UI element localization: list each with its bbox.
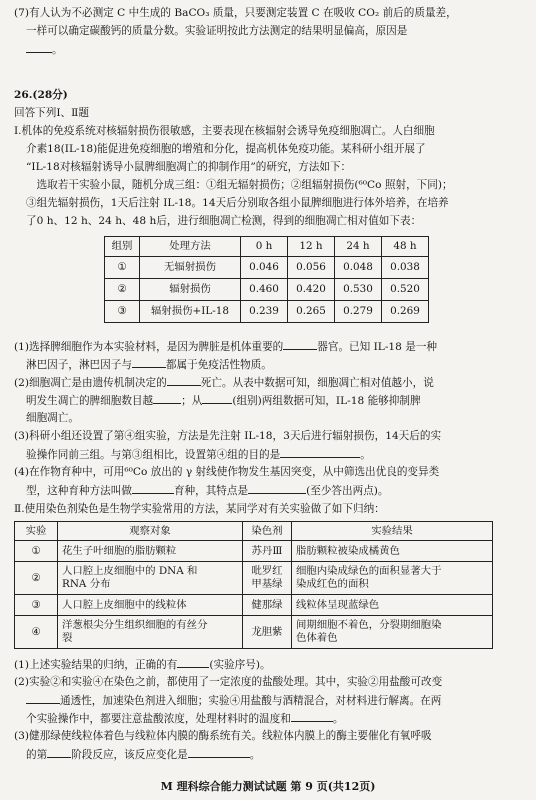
table-row	[15, 541, 493, 562]
part1-q4-line1: (4)在作物育种中，可用⁶⁰Co 放出的 γ 射线使作物发生基因突变，从中筛选出优良的变异类	[14, 466, 440, 478]
q25-7-line2: 一样可以确定碳酸钙的质量分数。实验证明按此方法测定的结果明显偏高，原因是	[26, 25, 408, 37]
table-cell: 线粒体呈现蓝绿色	[292, 595, 493, 616]
table-row	[105, 301, 429, 323]
answer-blank[interactable]	[26, 43, 52, 53]
part1-para-line: 了0 h、12 h、24 h、48 h后，进行细胞凋亡检测，得到的细胞凋亡相对值如下表：	[26, 215, 422, 227]
table-cell: 细胞内染成绿色的面积显著大于 染成红色的面积	[292, 562, 493, 595]
answer-blank[interactable]	[291, 712, 333, 722]
table-cell: ②	[15, 562, 58, 595]
part1-q3-line2: 验操作同前三组。与第③组相比，设置第④组的目的是 。	[26, 449, 371, 461]
table-header-row	[15, 522, 493, 541]
table-cell: 0.279	[335, 301, 382, 323]
part1-q4-line2: 型，这种育种方法叫做 育种，其特点是 (至少答出两点)。	[26, 485, 389, 497]
answer-blank[interactable]	[188, 748, 250, 758]
part1-q1-line1: (1)选择脾细胞作为本实验材料，是因为脾脏是机体重要的 器官。已知 IL-18 是一种	[14, 341, 438, 353]
answer-blank[interactable]	[132, 358, 166, 368]
part1-para-line: Ⅰ.机体的免疫系统对核辐射损伤很敏感，主要表现在核辐射会诱导免疫细胞凋亡。人白细胞	[14, 125, 435, 137]
table-cell: 无辐射损伤	[140, 257, 241, 279]
answer-blank[interactable]	[153, 394, 181, 404]
answer-blank[interactable]	[47, 748, 71, 758]
table-row	[105, 257, 429, 279]
part2-q1: (1)上述实验结果的归纳，正确的有 (实验序号)。	[14, 659, 271, 671]
table-cell: ①	[15, 541, 58, 562]
answer-blank[interactable]	[167, 376, 201, 386]
table-row	[15, 562, 493, 595]
table-header-cell: 24 h	[335, 237, 382, 257]
part1-para-line: “IL-18对核辐射诱导小鼠脾细胞凋亡的抑制作用”的研究，方法如下：	[26, 161, 352, 173]
table-cell: 辐射损伤	[140, 279, 241, 301]
table-header-cell: 12 h	[288, 237, 335, 257]
table-cell: 苏丹Ⅲ	[243, 541, 292, 562]
table-cell: 健那绿	[243, 595, 292, 616]
table-cell: 0.269	[382, 301, 429, 323]
apoptosis-table	[104, 236, 429, 323]
table-cell: 0.046	[241, 257, 288, 279]
q25-7-line3: 。	[26, 43, 63, 57]
table-header-cell: 0 h	[241, 237, 288, 257]
table-cell: 龙胆紫	[243, 616, 292, 649]
answer-blank[interactable]	[248, 484, 306, 494]
part2-q3-line1: (3)健那绿使线粒体着色与线粒体内膜的酶系统有关。线粒体内膜上的酶主要催化有氧呼吸	[14, 730, 432, 742]
q26-header: 26.(28分)	[14, 89, 68, 101]
part2-q3-line2: 的第 阶段反应，该反应变化是 。	[26, 749, 261, 761]
table-cell: 0.420	[288, 279, 335, 301]
table-cell: 0.460	[241, 279, 288, 301]
table-header-cell: 实验	[15, 522, 58, 541]
table-cell: 0.056	[288, 257, 335, 279]
table-cell: 花生子叶细胞的脂肪颗粒	[58, 541, 243, 562]
table-cell: ④	[15, 616, 58, 649]
part1-q2-line2: 明发生凋亡的脾细胞数目越 ；从 (组别)两组数据可知，IL-18 能够抑制脾	[26, 395, 421, 407]
table-cell: 0.048	[335, 257, 382, 279]
table-cell: 0.265	[288, 301, 335, 323]
table-cell: 脂肪颗粒被染成橘黄色	[292, 541, 493, 562]
table-cell: ①	[105, 257, 140, 279]
page-footer: M 理科综合能力测试试题 第 9 页(共12页)	[160, 780, 376, 793]
table-header-cell: 染色剂	[243, 522, 292, 541]
table-row	[15, 595, 493, 616]
answer-blank[interactable]	[26, 694, 60, 704]
table-cell: 0.520	[382, 279, 429, 301]
answer-blank[interactable]	[177, 658, 209, 668]
table-header-cell: 观察对象	[58, 522, 243, 541]
table-cell: 人口腔上皮细胞中的 DNA 和 RNA 分布	[58, 562, 243, 595]
table-header-cell: 处理方法	[140, 237, 241, 257]
table-cell: 0.038	[382, 257, 429, 279]
q25-7-line1: (7)有人认为不必测定 C 中生成的 BaCO₃ 质量，只要测定装置 C 在吸收 CO₂ 前后的质量差，	[14, 7, 457, 19]
table-row	[15, 616, 493, 649]
table-cell: 0.239	[241, 301, 288, 323]
table-header-row	[105, 237, 429, 257]
part1-para-line: ③组先辐射损伤，1天后注射 IL-18。14天后分别取各组小鼠脾细胞进行体外培养，在培养	[26, 197, 449, 209]
answer-blank[interactable]	[283, 340, 317, 350]
part1-q2-line3: 细胞凋亡。	[26, 412, 79, 424]
table-cell: 吡罗红 甲基绿	[243, 562, 292, 595]
table-cell: 间期细胞不着色，分裂期细胞染 色体着色	[292, 616, 493, 649]
part2-q2-line1: (2)实验②和实验④在染色之前，都使用了一定浓度的盐酸处理。其中，实验②用盐酸可改变	[14, 676, 443, 688]
answer-blank[interactable]	[132, 484, 174, 494]
table-cell: 0.530	[335, 279, 382, 301]
staining-table	[14, 521, 493, 649]
q26-intro: 回答下列Ⅰ、Ⅱ题	[14, 107, 89, 119]
table-cell: 人口腔上皮细胞中的线粒体	[58, 595, 243, 616]
table-cell: ③	[105, 301, 140, 323]
part1-para-line: 选取若干实验小鼠，随机分成三组：①组无辐射损伤；②组辐射损伤(⁶⁰Co 照射，下同)；	[26, 179, 453, 191]
table-cell: ②	[105, 279, 140, 301]
part1-para-line: 介素18(IL-18)能促进免疫细胞的增殖和分化，提高机体免疫功能。某科研小组开展了	[26, 143, 426, 155]
part2-q2-line2: 通透性，加速染色剂进入细胞；实验④用盐酸与酒精混合，对材料进行解离。在两	[26, 694, 441, 708]
table-header-cell: 组别	[105, 237, 140, 257]
part2-q2-line3: 个实验操作中，都要注意盐酸浓度，处理材料时的温度和 。	[26, 713, 344, 725]
table-row	[105, 279, 429, 301]
table-cell: 辐射损伤+IL-18	[140, 301, 241, 323]
part1-q2-line1: (2)细胞凋亡是由遗传机制决定的 死亡。从表中数据可知，细胞凋亡相对值越小，说	[14, 377, 434, 389]
table-cell: ③	[15, 595, 58, 616]
table-header-cell: 48 h	[382, 237, 429, 257]
table-header-cell: 实验结果	[292, 522, 493, 541]
part1-q3-line1: (3)科研小组还设置了第④组实验，方法是先注射 IL-18，3天后进行辐射损伤，14天后的实	[14, 430, 442, 442]
part2-intro: Ⅱ.使用染色剂染色是生物学实验常用的方法，某同学对有关实验做了如下归纳：	[14, 503, 385, 515]
answer-blank[interactable]	[202, 394, 232, 404]
part1-q1-line2: 淋巴因子，淋巴因子与 都属于免疫活性物质。	[26, 359, 272, 371]
table-cell: 洋葱根尖分生组织细胞的有丝分 裂	[58, 616, 243, 649]
answer-blank[interactable]	[280, 448, 360, 458]
